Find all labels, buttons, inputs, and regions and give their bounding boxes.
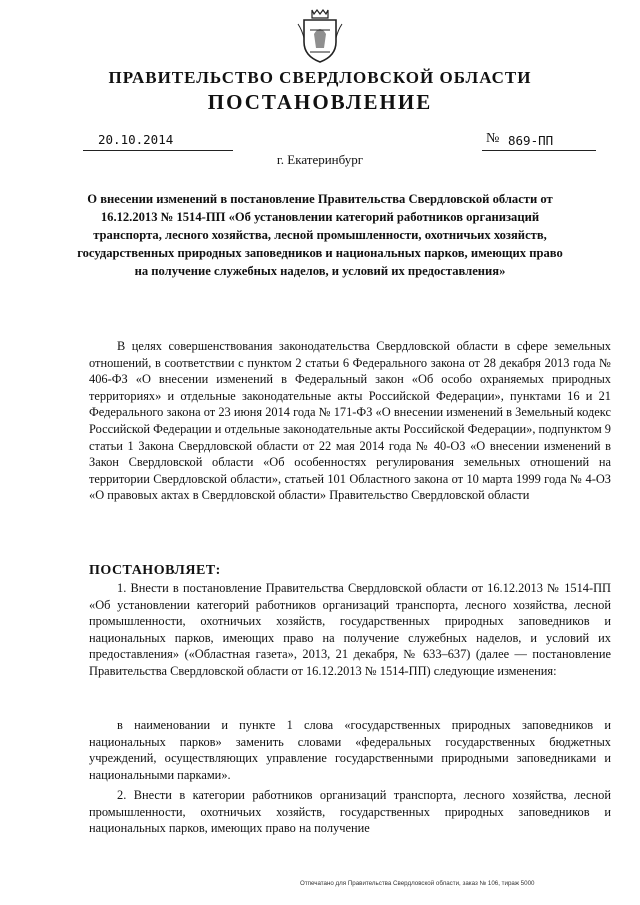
coat-of-arms-icon [296, 8, 344, 64]
government-title: ПРАВИТЕЛЬСТВО СВЕРДЛОВСКОЙ ОБЛАСТИ [108, 68, 532, 87]
preamble-paragraph: В целях совершенствования законодательства Свердловской области в сфере земельных отношений, в соответствии с пунктом 2 статьи 6 Федерального закона от 28 декабря 2013 года № 406-ФЗ «О внесении изменений в Федеральный закон «Об особо охраняемых природных территориях» и отдельные законодательные акты Российской Федерации», пунктами 16 и 21 Федерального закона от 23 июня 2014 года № 171-ФЗ «О внесении изменений в Земельный кодекс Российской Федерации и отдельные законодательные акты Российской Федерации», подпунктом 9 статьи 1 Закона Свердловской области от 22 мая 2014 года № 40-ОЗ «О внесении изменений в Закон Свердловской области «Об особенностях регулирования земельных отношений на территории Свердловской области», статьей 101 Областного закона от 10 марта 1999 года № 4-ОЗ «О правовых актах в Свердловской области» Правительство Свердловской области [89, 339, 611, 503]
number-sign: № [486, 131, 500, 146]
city-line: г. Екатеринбург [276, 152, 364, 167]
date-field [83, 132, 233, 151]
item-1-paragraph: 1. Внести в постановление Правительства Свердловской области от 16.12.2013 № 1514-ПП «Об установлении категорий работников организаций транспорта, лесного хозяйства, лесной промышленности, охотничьих хозяйств, государственных природных заповедников и национальных парков, имеющих право на получение служебных наделов, и условий их предоставления» («Областная газета», 2013, 21 декабря, № 633–637) (далее — постановление Правительства Свердловской области от 16.12.2013 № 1514-ПП) следующие изменения: [89, 581, 611, 678]
document-date: 20.10.2014 [98, 132, 174, 147]
document-type-title: ПОСТАНОВЛЕНИЕ [207, 90, 433, 114]
document-subject: О внесении изменений в постановление Правительства Свердловской области от 16.12.2013 № 1514-ПП «Об установлении категорий работников организаций транспорта, лесного хозяйства, лесной промышленности, охотничьих хозяйств, государственных природных заповедников и национальных парков, имеющих право на получение служебных наделов, и условий их предоставления» [77, 192, 563, 278]
document-number: 869-ПП [508, 133, 554, 148]
number-field [482, 132, 596, 151]
item-2-paragraph: 2. Внести в категории работников организаций транспорта, лесного хозяйства, лесной промышленности, охотничьих хозяйств, государственных природных заповедников и национальных парков, имеющих право на получение [89, 788, 611, 836]
decree-word: ПОСТАНОВЛЯЕТ: [89, 563, 221, 578]
item-1-change-paragraph: в наименовании и пункте 1 слова «государственных природных заповедников и национальных парков» заменить словами «федеральных государственных бюджетных учреждений, осуществляющих управление государственными природными заповедниками и национальными парками». [89, 718, 611, 782]
print-footer: Отпечатано для Правительства Свердловской области, заказ № 106, тираж 5000 [300, 880, 535, 887]
